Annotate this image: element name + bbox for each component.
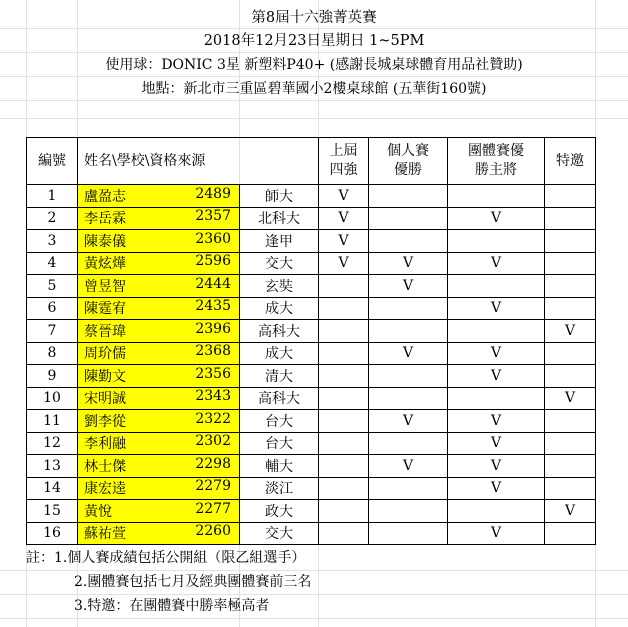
- name-wrap: [78, 388, 239, 408]
- cell-team: [448, 387, 545, 410]
- cell-prev-top4: V: [319, 230, 369, 253]
- cell-team: [448, 320, 545, 343]
- cell-individual: [369, 207, 448, 230]
- name-wrap: [78, 456, 239, 476]
- cell-name: [78, 320, 240, 343]
- cell-name: [78, 185, 240, 208]
- player-rating: 2279: [195, 478, 231, 495]
- table-row: [27, 230, 596, 253]
- cell-school: 逢甲: [240, 230, 319, 253]
- cell-individual: V: [369, 342, 448, 365]
- player-name: 周玠儒: [84, 346, 126, 363]
- player-rating: 2368: [195, 343, 231, 360]
- table-row: [27, 410, 596, 433]
- players-table: [26, 137, 596, 545]
- player-rating: 2298: [195, 455, 231, 472]
- column-header-invite: 特邀: [545, 138, 596, 185]
- cell-individual: V: [369, 410, 448, 433]
- cell-no: 12: [27, 432, 78, 455]
- cell-invite: [545, 275, 596, 298]
- table-row: [27, 252, 596, 275]
- cell-prev-top4: [319, 387, 369, 410]
- cell-school: 高科大: [240, 320, 319, 343]
- cell-invite: V: [545, 320, 596, 343]
- cell-team: V: [448, 342, 545, 365]
- name-wrap: [78, 501, 239, 521]
- player-rating: 2396: [195, 320, 231, 337]
- ball-info: 使用球：DONIC 3星 新塑料P40+ (感謝長城桌球體育用品社贊助): [105, 57, 523, 73]
- cell-name: [78, 455, 240, 478]
- table-row: [27, 455, 596, 478]
- name-wrap: [78, 523, 239, 543]
- player-rating: 2489: [195, 185, 231, 202]
- cell-school: 交大: [240, 522, 319, 545]
- cell-team: V: [448, 365, 545, 388]
- player-name: 宋明誠: [84, 391, 126, 408]
- table-row: [27, 207, 596, 230]
- player-name: 盧盈志: [84, 188, 126, 205]
- name-wrap: [78, 321, 239, 341]
- gridline: [0, 118, 628, 119]
- name-wrap: [78, 411, 239, 431]
- cell-prev-top4: V: [319, 207, 369, 230]
- cell-prev-top4: [319, 477, 369, 500]
- cell-team: V: [448, 432, 545, 455]
- table-row: [27, 432, 596, 455]
- cell-school: 成大: [240, 297, 319, 320]
- player-rating: 2357: [195, 208, 231, 225]
- gridline: [0, 52, 628, 53]
- note-2: 2.團體賽包括七月及經典團體賽前三名: [74, 574, 312, 590]
- player-rating: 2356: [195, 365, 231, 382]
- cell-school: 師大: [240, 185, 319, 208]
- table-row: [27, 297, 596, 320]
- table-row: [27, 342, 596, 365]
- cell-invite: V: [545, 387, 596, 410]
- cell-name: [78, 275, 240, 298]
- cell-individual: [369, 320, 448, 343]
- player-name: 林士傑: [84, 458, 126, 475]
- player-rating: 2260: [195, 523, 231, 540]
- gridline: [0, 28, 628, 29]
- cell-prev-top4: [319, 275, 369, 298]
- cell-no: 9: [27, 365, 78, 388]
- cell-individual: V: [369, 252, 448, 275]
- cell-prev-top4: [319, 522, 369, 545]
- player-name: 陳泰儀: [84, 233, 126, 250]
- cell-name: [78, 387, 240, 410]
- cell-school: 政大: [240, 500, 319, 523]
- cell-invite: [545, 252, 596, 275]
- player-name: 陳霆宥: [84, 301, 126, 318]
- cell-no: 13: [27, 455, 78, 478]
- cell-name: [78, 477, 240, 500]
- cell-prev-top4: [319, 297, 369, 320]
- note-3: 3.特邀：在團體賽中勝率極高者: [74, 598, 270, 614]
- cell-no: 3: [27, 230, 78, 253]
- player-name: 黃炫燁: [84, 256, 126, 273]
- cell-team: V: [448, 410, 545, 433]
- cell-name: [78, 297, 240, 320]
- cell-no: 1: [27, 185, 78, 208]
- cell-invite: [545, 185, 596, 208]
- table-row: [27, 477, 596, 500]
- player-rating: 2277: [195, 500, 231, 517]
- player-name: 蔡晉瑋: [84, 323, 126, 340]
- cell-prev-top4: V: [319, 252, 369, 275]
- cell-invite: [545, 410, 596, 433]
- cell-no: 11: [27, 410, 78, 433]
- cell-school: 北科大: [240, 207, 319, 230]
- cell-team: V: [448, 207, 545, 230]
- cell-no: 4: [27, 252, 78, 275]
- cell-no: 6: [27, 297, 78, 320]
- cell-no: 7: [27, 320, 78, 343]
- player-name: 李岳霖: [84, 211, 126, 228]
- cell-school: 淡江: [240, 477, 319, 500]
- cell-invite: [545, 432, 596, 455]
- event-title: 第8屆十六強菁英賽: [251, 10, 377, 26]
- column-header-prev-top4: [319, 138, 369, 185]
- note-1: 註：1.個人賽成績包括公開組（限乙組選手）: [26, 550, 306, 566]
- cell-team: V: [448, 477, 545, 500]
- cell-invite: [545, 365, 596, 388]
- cell-individual: [369, 500, 448, 523]
- cell-team: V: [448, 297, 545, 320]
- header-line: 上屆: [329, 143, 358, 159]
- player-rating: 2596: [195, 253, 231, 270]
- cell-no: 5: [27, 275, 78, 298]
- header-line: 勝主將: [475, 162, 517, 178]
- player-name: 李利融: [84, 436, 126, 453]
- name-wrap: [78, 231, 239, 251]
- cell-school: 台大: [240, 410, 319, 433]
- header-line: 個人賽: [387, 143, 429, 159]
- cell-individual: [369, 477, 448, 500]
- cell-prev-top4: [319, 432, 369, 455]
- cell-no: 16: [27, 522, 78, 545]
- gridline: [0, 100, 628, 101]
- player-name: 劉李從: [84, 413, 126, 430]
- header-line: 優勝: [394, 162, 422, 178]
- cell-invite: [545, 297, 596, 320]
- player-name: 康宏逵: [84, 481, 126, 498]
- cell-school: 輔大: [240, 455, 319, 478]
- player-name: 陳勤文: [84, 368, 126, 385]
- cell-invite: [545, 455, 596, 478]
- cell-prev-top4: [319, 500, 369, 523]
- cell-name: [78, 432, 240, 455]
- cell-name: [78, 252, 240, 275]
- cell-invite: [545, 342, 596, 365]
- cell-school: 清大: [240, 365, 319, 388]
- venue-info: 地點：新北市三重區碧華國小2樓桌球館 (五華街160號): [141, 81, 487, 97]
- cell-name: [78, 365, 240, 388]
- cell-individual: [369, 432, 448, 455]
- cell-school: 成大: [240, 342, 319, 365]
- column-header-individual: [369, 138, 448, 185]
- cell-individual: [369, 522, 448, 545]
- player-name: 蘇祐萱: [84, 526, 126, 543]
- cell-individual: [369, 365, 448, 388]
- name-wrap: [78, 478, 239, 498]
- cell-invite: [545, 477, 596, 500]
- cell-prev-top4: [319, 365, 369, 388]
- cell-team: V: [448, 455, 545, 478]
- cell-prev-top4: [319, 455, 369, 478]
- cell-school: 高科大: [240, 387, 319, 410]
- cell-name: [78, 410, 240, 433]
- table-row: [27, 365, 596, 388]
- cell-team: V: [448, 522, 545, 545]
- table-row: [27, 387, 596, 410]
- cell-name: [78, 230, 240, 253]
- cell-name: [78, 522, 240, 545]
- cell-individual: V: [369, 455, 448, 478]
- table-row: [27, 500, 596, 523]
- cell-team: V: [448, 252, 545, 275]
- table-row: [27, 522, 596, 545]
- cell-school: 交大: [240, 252, 319, 275]
- table-row: [27, 185, 596, 208]
- notes: [26, 546, 311, 618]
- column-header-name-label: 姓名\學校\資格來源: [84, 152, 206, 169]
- event-date: 2018年12月23日星期日 1~5PM: [203, 33, 425, 49]
- cell-name: [78, 342, 240, 365]
- column-header-name: [78, 138, 319, 185]
- name-wrap: [78, 298, 239, 318]
- name-wrap: [78, 186, 239, 206]
- cell-no: 8: [27, 342, 78, 365]
- cell-school: 玄奘: [240, 275, 319, 298]
- header-line: 團體賽優: [468, 143, 524, 159]
- gridline: [0, 618, 628, 619]
- table-row: [27, 320, 596, 343]
- name-wrap: [78, 253, 239, 273]
- cell-team: [448, 185, 545, 208]
- cell-prev-top4: [319, 342, 369, 365]
- cell-individual: [369, 387, 448, 410]
- cell-no: 2: [27, 207, 78, 230]
- player-rating: 2360: [195, 230, 231, 247]
- column-header-team: [448, 138, 545, 185]
- cell-team: [448, 275, 545, 298]
- player-name: 曾昱智: [84, 278, 126, 295]
- table-header-row: [27, 138, 596, 185]
- table-row: [27, 275, 596, 298]
- cell-invite: [545, 522, 596, 545]
- cell-individual: [369, 297, 448, 320]
- cell-team: [448, 230, 545, 253]
- cell-name: [78, 207, 240, 230]
- cell-individual: [369, 185, 448, 208]
- name-wrap: [78, 276, 239, 296]
- cell-prev-top4: [319, 320, 369, 343]
- name-wrap: [78, 433, 239, 453]
- player-rating: 2302: [195, 433, 231, 450]
- player-name: 黃悅: [84, 503, 112, 520]
- player-rating: 2435: [195, 298, 231, 315]
- cell-individual: [369, 230, 448, 253]
- cell-school: 台大: [240, 432, 319, 455]
- cell-team: [448, 500, 545, 523]
- name-wrap: [78, 208, 239, 228]
- cell-name: [78, 500, 240, 523]
- cell-prev-top4: V: [319, 185, 369, 208]
- cell-no: 10: [27, 387, 78, 410]
- cell-no: 14: [27, 477, 78, 500]
- header-line: 四強: [329, 162, 358, 178]
- name-wrap: [78, 366, 239, 386]
- cell-individual: V: [369, 275, 448, 298]
- cell-invite: V: [545, 500, 596, 523]
- player-rating: 2444: [195, 275, 231, 292]
- gridline: [0, 76, 628, 77]
- player-rating: 2343: [195, 388, 231, 405]
- cell-no: 15: [27, 500, 78, 523]
- cell-invite: [545, 207, 596, 230]
- player-rating: 2322: [195, 410, 231, 427]
- cell-prev-top4: [319, 410, 369, 433]
- cell-invite: [545, 230, 596, 253]
- name-wrap: [78, 343, 239, 363]
- column-header-no: 編號: [27, 138, 78, 185]
